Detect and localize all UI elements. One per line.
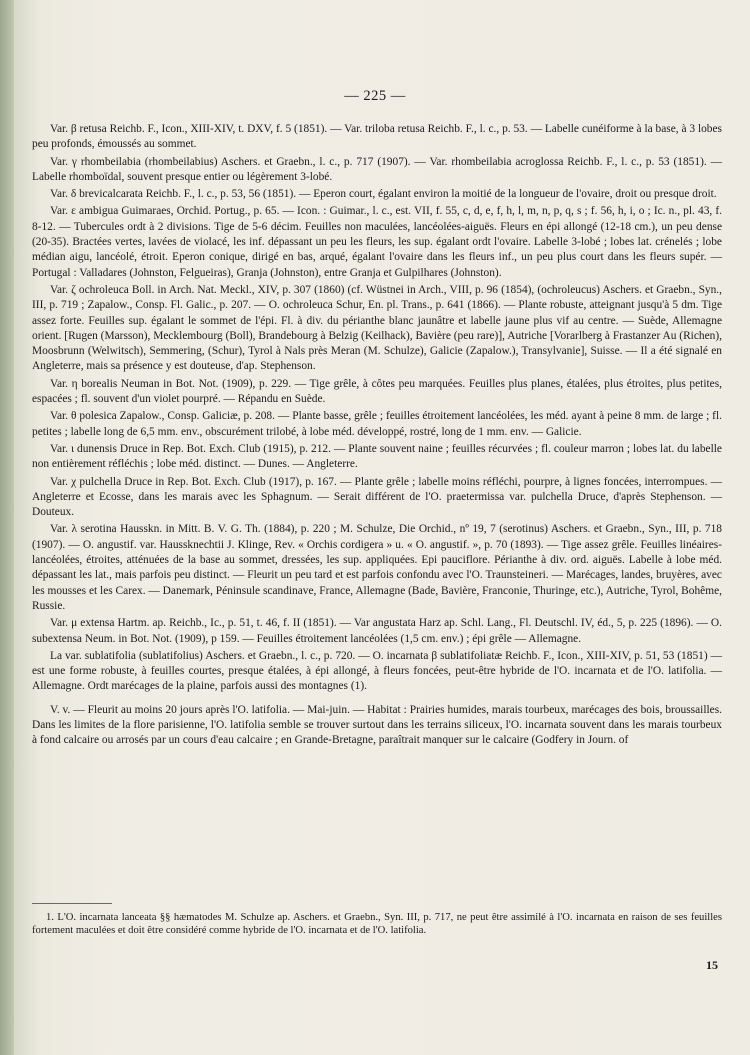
footnote-divider — [32, 903, 112, 904]
paragraph-var-polesica: Var. θ polesica Zapalow., Consp. Galiciæ, p. 208. — Plante basse, grêle ; feuilles étroitement lancéolées, les méd. ayant à peine 8 mm. de large ; fl. petites ; labelle long de 6,5 mm. env., obscurément trilobé, à lobe méd. développé, rostré, long de 1 mm. env. — Galicie. — [32, 410, 722, 438]
paragraph-var-sublatifolia: La var. sublatifolia (sublatifolius) Aschers. et Graebn., l. c., p. 720. — O. incarnata β sublatifoliatæ Reichb. F., Icon., XIII-XIV, p. 51, 53 (1851) — est une forme robuste, à feuilles courtes, presque étalées, à épi allongé, à fleurs foncées, peut-être hybride de l'O. incarnata et de l'O. latifolia. — Allemagne. Ordt marécages de la plaine, parfois aussi des montagnes (1). — [32, 649, 722, 693]
paragraph-var-ochroleuca: Var. ζ ochroleuca Boll. in Arch. Nat. Meckl., XIV, p. 307 (1860) (cf. Wüstnei in Arch., VIII, p. 96 (1854), (ochroleucus) Aschers. et Graebn., Syn., III, p. 719 ; Zapalow., Consp. Fl. Galic., p. 207. — O. ochroleuca Schur, En. pl. Trans., p. 641 (1866). — Plante robuste, atteignant jusqu'à 5 dm. Tige assez forte. Feuilles sup. égalant le sommet de l'épi. Fl. à div. du périanthe blanc jaunâtre et labelle jaune plus vif au centre. — Suède, Allemagne orient. [Rugen (Marsson), Mecklembourg (Boll), Brandebourg à Belzig (Keilhack), Bavière (peu rare)], Autriche [Vorarlberg à Frastanzer Au (Richen), Moosbrunn (Welwitsch), Semmering, (Schur), Tyrol à Nals près Meran (M. Schulze), Galicie (Zapalow.), Transylvanie], Suisse. — Il a été signalé en Angleterre, mais sa présence y est douteuse, d'ap. Stephenson. — [32, 283, 722, 373]
page-number: — 225 — — [344, 88, 406, 104]
signature-mark: 15 — [706, 958, 718, 972]
paragraph-var-rhombeilabia: Var. γ rhombeilabia (rhombeilabius) Aschers. et Graebn., l. c., p. 717 (1907). — Var. rhombeilabia acroglossa Reichb. F., l. c., p. 53 (1851). — Labelle rhomboïdal, souvent presque entier ou légèrement 3-lobé. — [32, 155, 722, 183]
paragraph-var-pulchella: Var. χ pulchella Druce in Rep. Bot. Exch. Club (1917), p. 167. — Plante grêle ; labelle moins réfléchi, pourpre, à lignes foncées, interrompues. — Angleterre et Ecosse, dans les marais avec les Sphagnum. — Serait différent de l'O. praetermissa var. pulchella Druce, d'après Stephenson. — Douteux. — [32, 475, 722, 519]
paragraph-habitat: V. v. — Fleurit au moins 20 jours après l'O. latifolia. — Mai-juin. — Habitat : Prairies humides, marais tourbeux, marécages des bois, broussailles. Dans les limites de la flore parisienne, l'O. latifolia semble se trouver surtout dans les terrains siliceux, l'O. incarnata souvent dans les marais tourbeux à fond calcaire ou arrosés par un cours d'eau calcaire ; en Grande-Bretagne, paraîtrait manquer sur le calcaire (Godfery in Journ. of — [32, 703, 722, 747]
paragraph-var-extensa: Var. μ extensa Hartm. ap. Reichb., Ic., p. 51, t. 46, f. II (1851). — Var angustata Harz ap. Schl. Lang., Fl. Deutschl. IV, éd., 5, p. 225 (1896). — O. subextensa Neum. in Bot. Not. (1909), p 159. — Feuilles étroitement lancéolées (1,5 cm. env.) ; épi grêle — Allemagne. — [32, 617, 722, 645]
paragraph-var-serotina: Var. λ serotina Hausskn. in Mitt. B. V. G. Th. (1884), p. 220 ; M. Schulze, Die Orchid., nº 19, 7 (serotinus) Aschers. et Graebn., Syn., III, p. 718 (1907). — O. angustif. var. Haussknechtii J. Klinge, Rev. « Orchis cordigera » u. « O. angustif. », p. 70 (1893). — Tige assez grêle. Feuilles linéaires-lancéolées, étroites, atténuées de la base au sommet, dressées, les sup. appliquées. Epi pauciflore. Périanthe à div. ord. aiguës. Labelle à lobe méd. dépassant les lat., mais parfois peu distinct. — Fleurit un peu tard et est parfois confondu avec l'O. Traunsteineri. — Marécages, landes, bruyères, avec les mousses et les Carex. — Danemark, Péninsule scandinave, France, Allemagne (Bade, Bavière, Franconie, Thuringe, etc.), Autriche, Tyrol, Bohême, Russie. — [32, 523, 722, 612]
paragraph-var-brevicalcarata: Var. δ brevicalcarata Reichb. F., l. c., p. 53, 56 (1851). — Eperon court, égalant environ la moitié de la longueur de l'ovaire, droit ou presque droit. — [50, 188, 717, 201]
paragraph-var-ambigua: Var. ε ambigua Guimaraes, Orchid. Portug., p. 65. — Icon. : Guimar., l. c., est. VII, f. 55, c, d, e, f, h, l, m, n, p, q, s ; f. 56, h, i, o ; Ic. n., pl. 43, f. 8-12. — Tubercules ordt à 2 divisions. Tige de 5-6 décim. Feuilles non maculées, lancéolées-aiguës. Fleurs en épi allongé (12-18 cm.), un peu dense (20-35). Bractées vertes, lavées de violacé, les inf. dépassant un peu les fleurs, les sup. égalant ordt l'ovaire. Labelle 3-lobé ; lobes lat. crénelés ; lobe médian aigu, lancéolé, étroit. Eperon conique, dirigé en bas, arqué, égalant l'ovaire dans les fleurs inf., un peu plus court dans les fleurs supér. — Portugal : Valladares (Johnston, Felgueiras), Granja (Johnston), entre Granja et Gulpilhares (Johnston). — [32, 205, 722, 279]
binding-edge — [0, 0, 14, 1055]
paragraph-var-dunensis: Var. ι dunensis Druce in Rep. Bot. Exch. Club (1915), p. 212. — Plante souvent naine ; feuilles récurvées ; fl. couleur marron ; lobes lat. du labelle non entièrement réfléchis ; lobe méd. distinct. — Dunes. — Angleterre. — [32, 442, 722, 471]
footnote: 1. L'O. incarnata lanceata §§ hæmatodes M. Schulze ap. Aschers. et Graebn., Syn. III, p. 717, ne peut être assimilé à l'O. incarnata en raison de ses feuilles fortement maculées et doit être considéré comme hybride de l'O. incarnata et de l'O. latifolia. — [32, 912, 722, 936]
body-text — [32, 122, 722, 751]
paragraph-var-borealis: Var. η borealis Neuman in Bot. Not. (1909), p. 229. — Tige grêle, à côtes peu marquées. Feuilles plus planes, étalées, plus étroites, plus petites, espacées ; fl. souvent d'un violet pourpré. — Répandu en Suède. — [32, 377, 722, 406]
paragraph-var-retusa: Var. β retusa Reichb. F., Icon., XIII-XIV, t. DXV, f. 5 (1851). — Var. triloba retusa Reichb. F., l. c., p. 53. — Labelle cunéiforme à la base, à 3 lobes peu profonds, émoussés au sommet. — [32, 123, 722, 151]
